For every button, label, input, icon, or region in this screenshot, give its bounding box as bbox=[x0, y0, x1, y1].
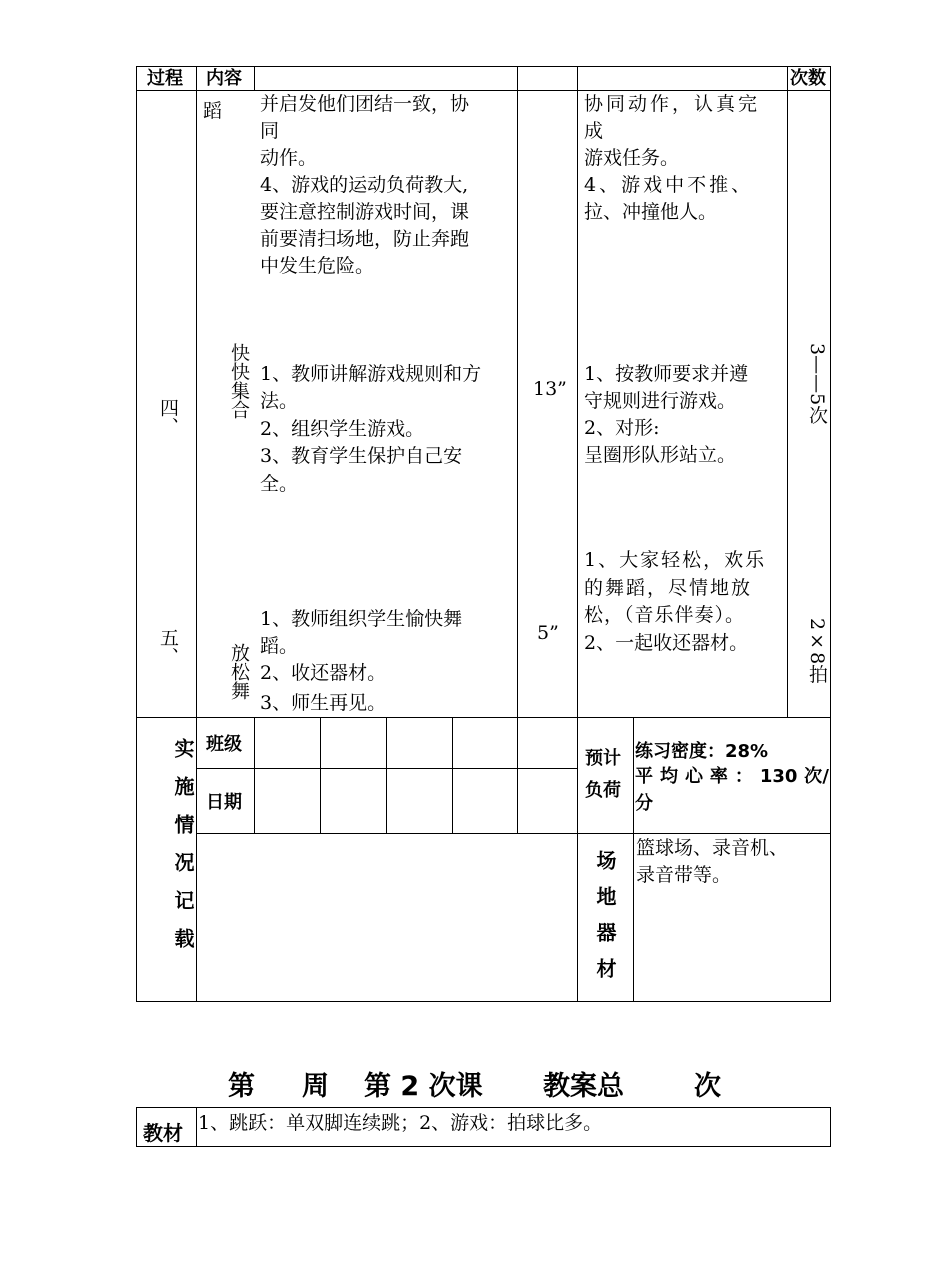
load-label: 预计负荷 bbox=[585, 748, 621, 801]
cont-content-label: 蹈 bbox=[203, 100, 223, 122]
row5-times: 2×8拍 bbox=[806, 618, 828, 684]
row4-time: 13” bbox=[533, 378, 567, 400]
header-times: 次数 bbox=[790, 68, 826, 89]
class-label: 班级 bbox=[206, 734, 242, 755]
row5-time: 5” bbox=[537, 622, 559, 644]
row4-content: 快快集合 bbox=[228, 343, 250, 419]
row4-times: 3——5次 bbox=[806, 343, 828, 425]
record-label: 实施情况记载 bbox=[171, 738, 195, 966]
heart-rate: 平 均 心 率 ： 130 次/分 bbox=[635, 766, 829, 814]
header-process: 过程 bbox=[147, 68, 183, 89]
material-text: 1、跳跃：单双脚连续跳；2、游戏：拍球比多。 bbox=[198, 1112, 603, 1134]
venue-label: 场地器材 bbox=[593, 850, 617, 994]
row4-number: 四、 bbox=[157, 398, 179, 436]
practice-density: 练习密度：28% bbox=[635, 741, 769, 762]
material-label: 教材 bbox=[143, 1121, 183, 1145]
row5-number: 五、 bbox=[157, 628, 179, 666]
date-label: 日期 bbox=[206, 792, 242, 813]
row5-content: 放松舞 bbox=[228, 643, 250, 700]
header-content: 内容 bbox=[206, 68, 242, 89]
